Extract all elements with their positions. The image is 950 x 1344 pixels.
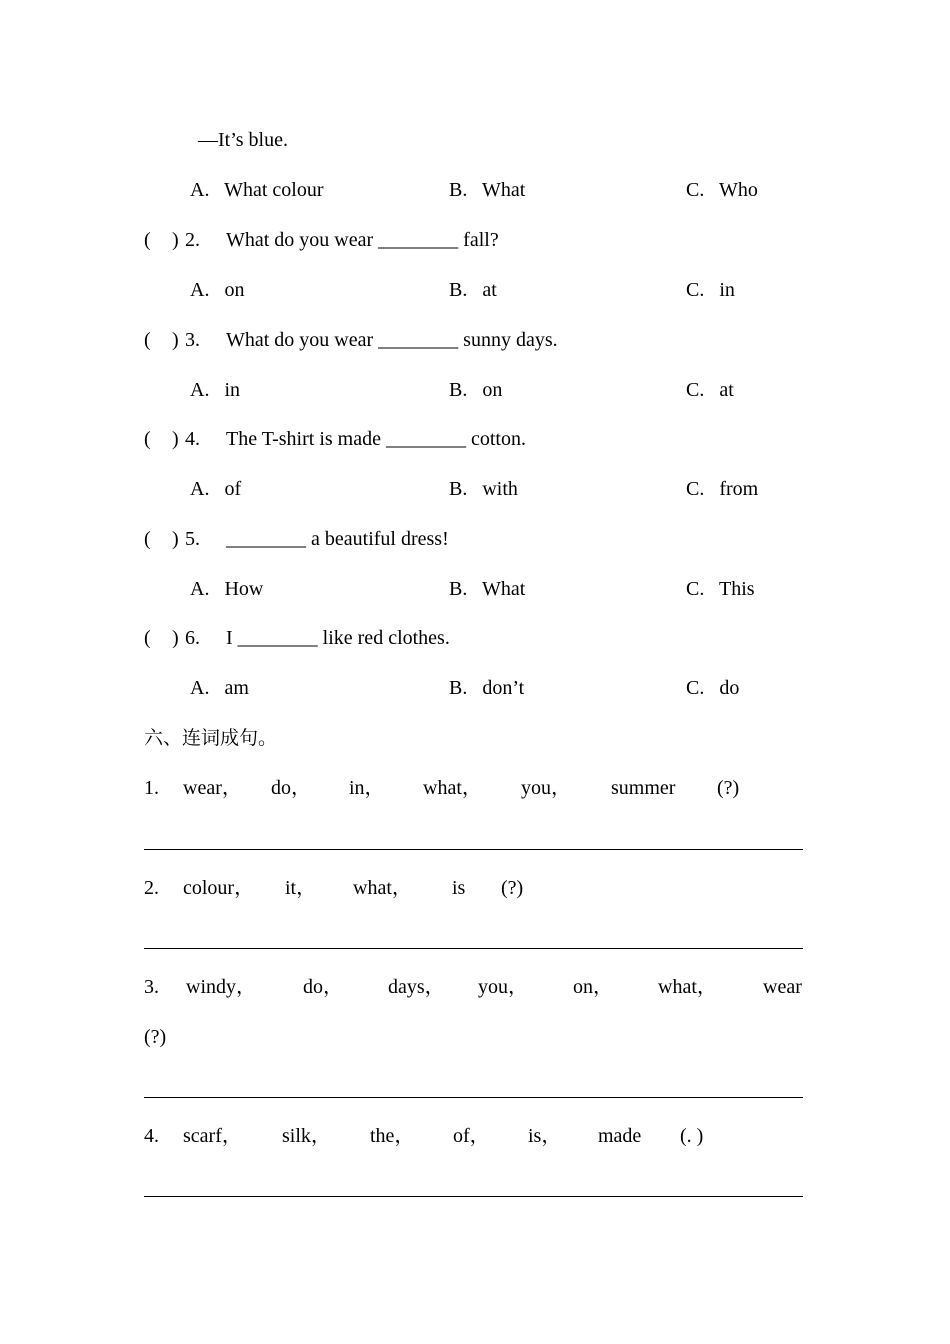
sentence-1-word: in， [349, 777, 385, 799]
sentence-2-word: (?) [501, 877, 524, 899]
q2-paren-open: ( [144, 229, 151, 251]
sentence-2-word: what， [353, 877, 412, 899]
sentence-2-word: it， [285, 877, 317, 899]
q3-paren-close: ) [172, 329, 179, 351]
answer-blank-line-3[interactable] [144, 1097, 803, 1098]
q5-number: 5. [185, 528, 200, 550]
sentence-4-word: scarf， [183, 1125, 242, 1147]
q6-text: I ________ like red clothes. [226, 627, 450, 649]
q5-paren-close: ) [172, 528, 179, 550]
q5-paren-open: ( [144, 528, 151, 550]
sentence-1-word: wear， [183, 777, 242, 799]
q4-paren-close: ) [172, 428, 179, 450]
q6-option-b: B. don’t [449, 677, 525, 699]
q5-option-a: A. How [190, 578, 264, 600]
q6-option-c: C. do [686, 677, 740, 699]
q3-option-c: C. at [686, 379, 734, 401]
q4-option-c: C. from [686, 478, 759, 500]
q6-paren-open: ( [144, 627, 151, 649]
q3-paren-open: ( [144, 329, 151, 351]
sentence-3-word: you， [478, 976, 528, 998]
sentence-4-word: made [598, 1125, 642, 1147]
sentence-1-word: you， [521, 777, 571, 799]
sentence-3-word: what， [658, 976, 717, 998]
sentence-4-word: the， [370, 1125, 415, 1147]
q3-text: What do you wear ________ sunny days. [226, 329, 558, 351]
q5-text: ________ a beautiful dress! [226, 528, 449, 550]
sentence-1-word: do， [271, 777, 311, 799]
q5-option-b: B. What [449, 578, 526, 600]
sentence-1-word: what， [423, 777, 482, 799]
q3-number: 3. [185, 329, 200, 351]
sentence-3-word: on， [573, 976, 613, 998]
q5-option-c: C. This [686, 578, 755, 600]
q2-number: 2. [185, 229, 200, 251]
sentence-1-number: 1. [144, 777, 159, 799]
answer-blank-line-1[interactable] [144, 849, 803, 850]
sentence-3-tail: (?) [144, 1026, 167, 1048]
sentence-3-number: 3. [144, 976, 159, 998]
q1-option-a: A. What colour [190, 179, 324, 201]
answer-line: —It’s blue. [198, 129, 288, 151]
sentence-4-number: 4. [144, 1125, 159, 1147]
answer-blank-line-4[interactable] [144, 1196, 803, 1197]
q2-option-c: C. in [686, 279, 735, 301]
q4-option-a: A. of [190, 478, 242, 500]
q6-option-a: A. am [190, 677, 249, 699]
sentence-3-word: windy， [186, 976, 256, 998]
sentence-3-word: wear [763, 976, 802, 998]
q1-option-b: B. What [449, 179, 526, 201]
sentence-4-word: silk， [282, 1125, 331, 1147]
q1-option-c: C. Who [686, 179, 758, 201]
sentence-2-word: colour， [183, 877, 255, 899]
q4-paren-open: ( [144, 428, 151, 450]
sentence-4-word: is， [528, 1125, 562, 1147]
q6-paren-close: ) [172, 627, 179, 649]
sentence-4-word: (. ) [680, 1125, 704, 1147]
q6-number: 6. [185, 627, 200, 649]
q4-option-b: B. with [449, 478, 518, 500]
sentence-2-word: is [452, 877, 466, 899]
q2-option-b: B. at [449, 279, 497, 301]
q2-option-a: A. on [190, 279, 245, 301]
q2-paren-close: ) [172, 229, 179, 251]
sentence-3-word: days， [388, 976, 445, 998]
q2-text: What do you wear ________ fall? [226, 229, 499, 251]
sentence-3-word: do， [303, 976, 343, 998]
q3-option-b: B. on [449, 379, 503, 401]
sentence-4-word: of， [453, 1125, 490, 1147]
q3-option-a: A. in [190, 379, 240, 401]
sentence-1-word: summer [611, 777, 676, 799]
section-title: 六、连词成句。 [144, 727, 278, 749]
q4-number: 4. [185, 428, 200, 450]
answer-blank-line-2[interactable] [144, 948, 803, 949]
q4-text: The T-shirt is made ________ cotton. [226, 428, 526, 450]
sentence-1-word: (?) [717, 777, 740, 799]
sentence-2-number: 2. [144, 877, 159, 899]
